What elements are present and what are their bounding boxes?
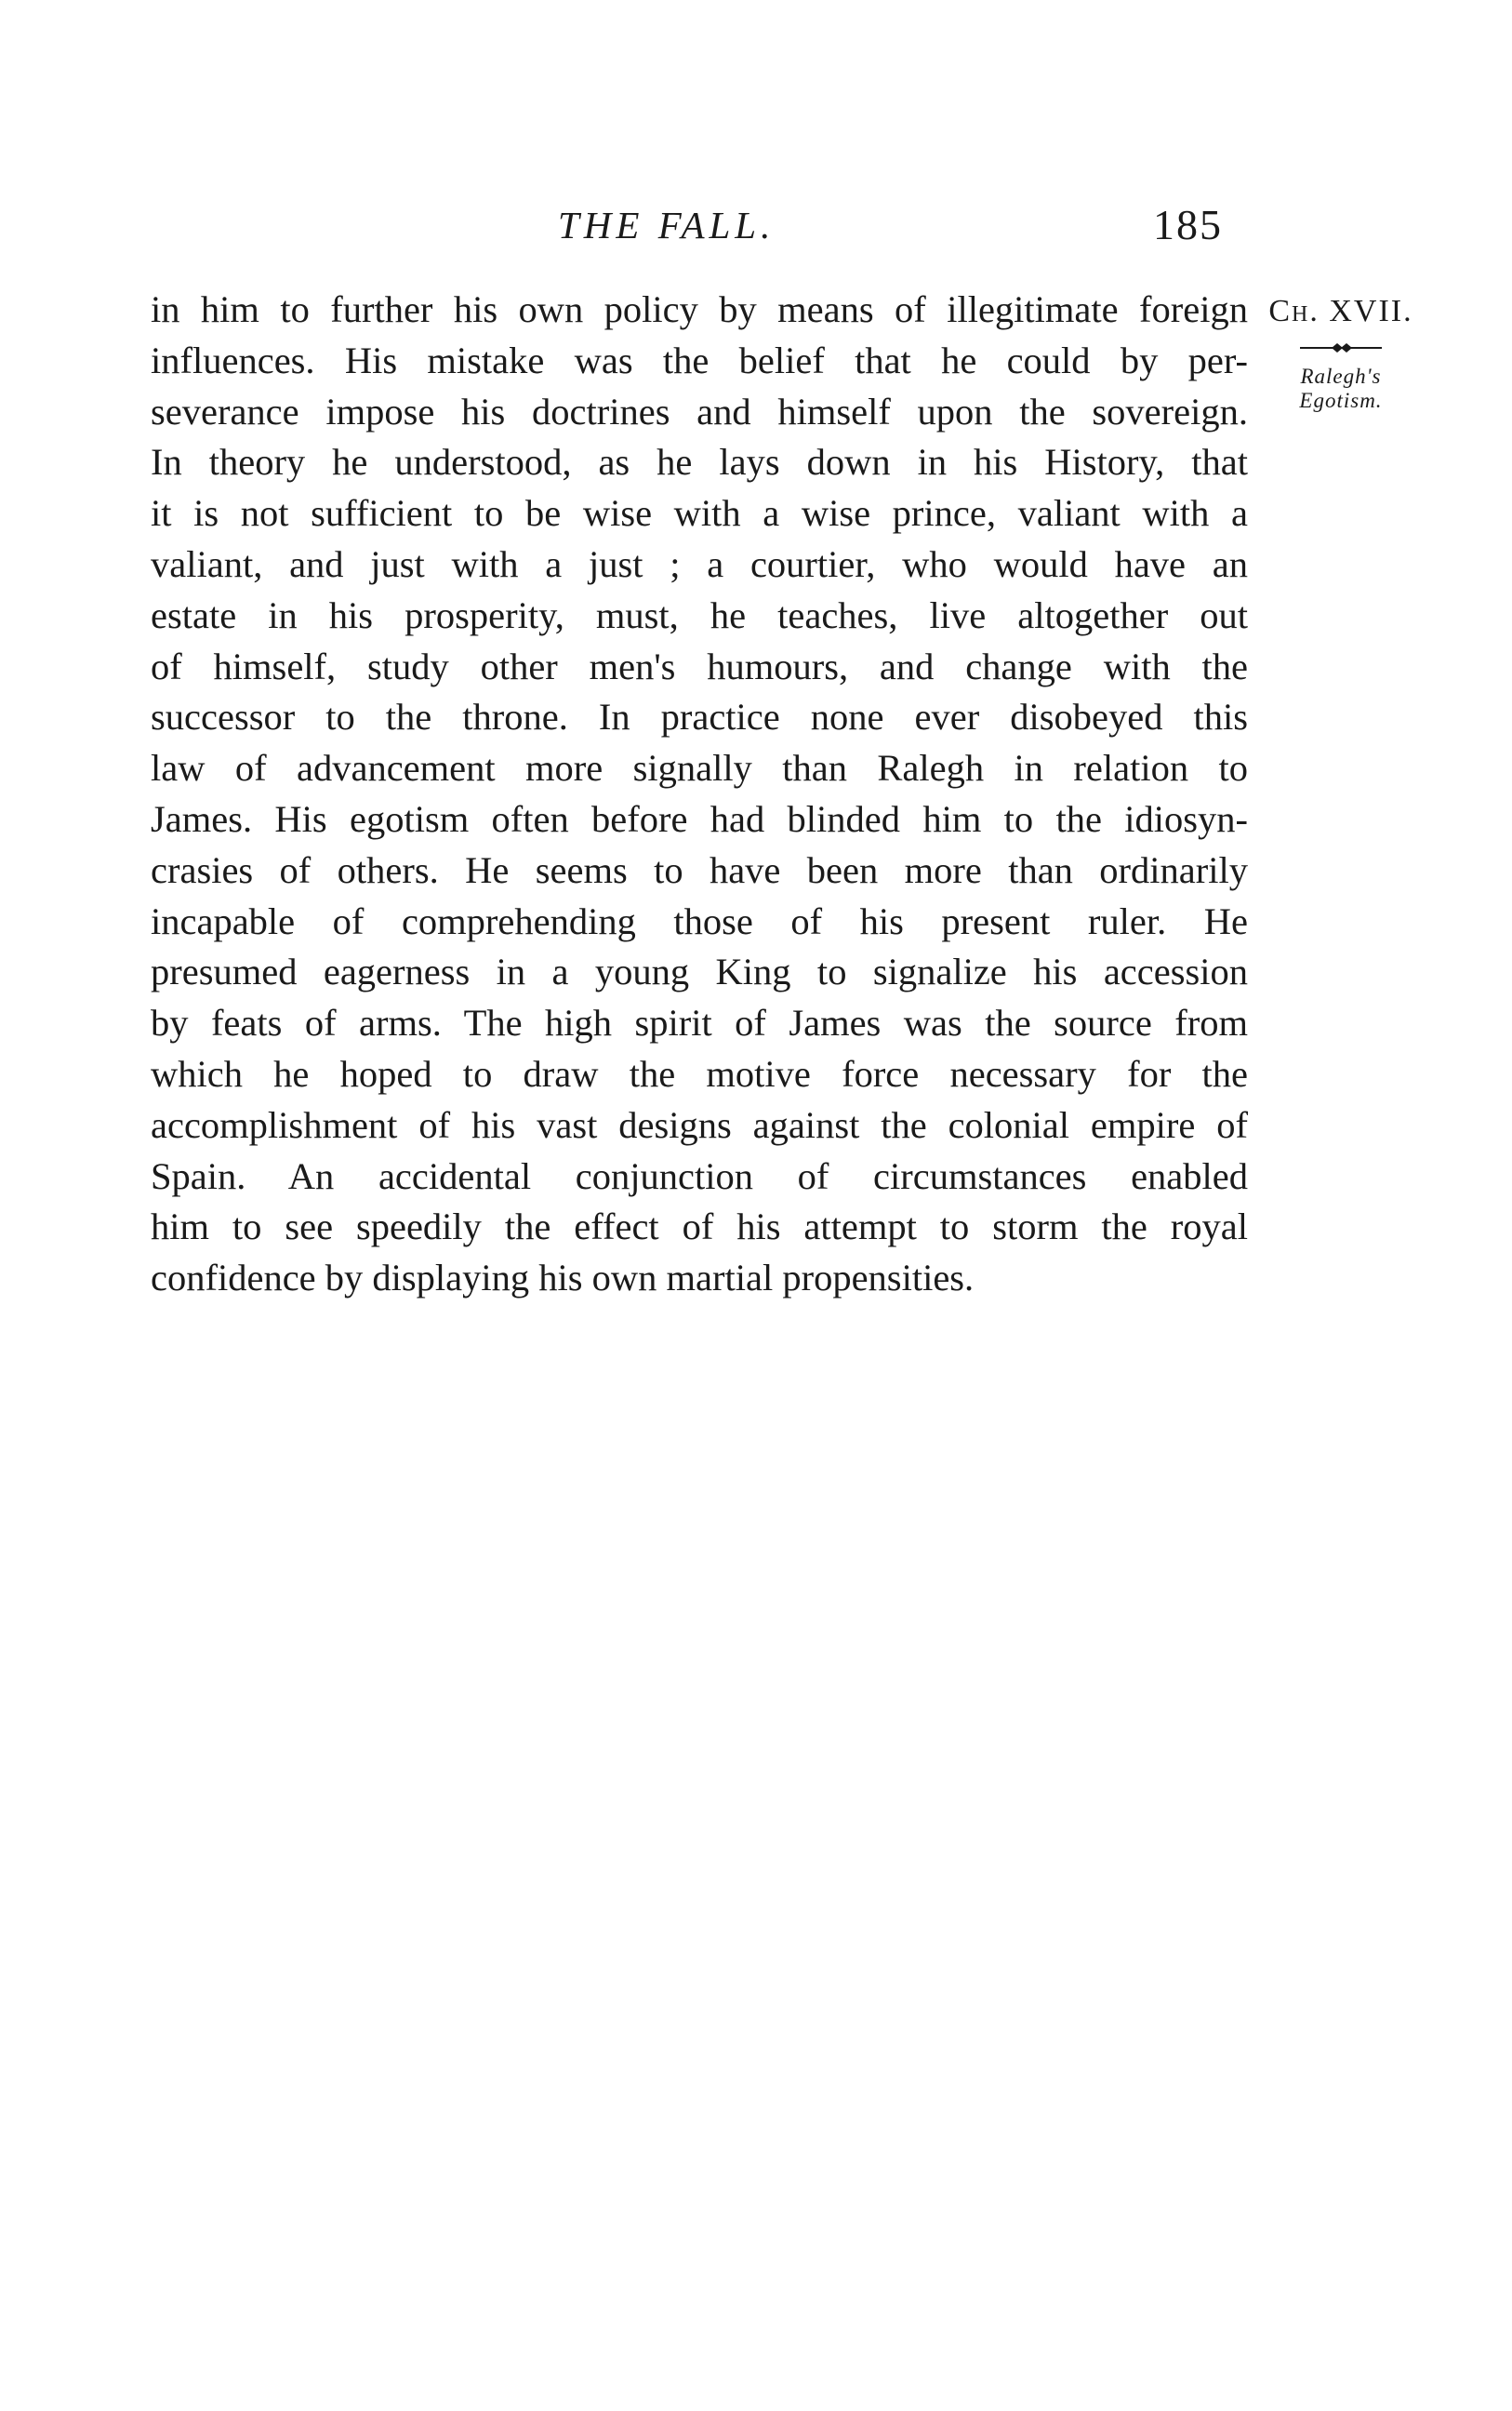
text-line: incapable of comprehending those of his present ruler. He: [151, 899, 1248, 942]
margin-notes: [1257, 288, 1425, 413]
sidenote-line: Ralegh's: [1300, 365, 1382, 388]
page-number: 185: [1153, 201, 1223, 248]
text-line: by feats of arms. The high spirit of James was the source from: [151, 1002, 1248, 1045]
text-line: In theory he understood, as he lays down in his History, that: [151, 441, 1248, 484]
text-line: successor to the throne. In practice none ever disobeyed this: [151, 696, 1248, 739]
text-line: estate in his prosperity, must, he teaches, live altogether out: [151, 593, 1248, 636]
running-title: THE FALL.: [558, 204, 776, 246]
text-line: Spain. An accidental conjunction of circumstances enabled: [151, 1154, 1248, 1197]
text-line: him to see speedily the effect of his attempt to storm the royal: [151, 1206, 1248, 1248]
text-line: valiant, and just with a just ; a courtier, who would have an: [151, 542, 1248, 585]
chapter-reference: Ch. XVII.: [1268, 294, 1413, 328]
text-line: in him to further his own policy by means of illegitimate foreign: [151, 288, 1248, 330]
sidenote-line: Egotism.: [1299, 389, 1383, 412]
ornamental-rule-icon: [1294, 339, 1387, 357]
text-line: confidence by displaying his own martial propensities.: [151, 1257, 975, 1299]
running-head: [0, 197, 1512, 253]
text-line: accomplishment of his vast designs against the colonial empire of: [151, 1103, 1248, 1146]
text-line: law of advancement more signally than Ralegh in relation to: [151, 747, 1248, 790]
text-line: presumed eagerness in a young King to signalize his accession: [151, 951, 1248, 993]
text-line: James. His egotism often before had blinded him to the idiosyn-: [151, 797, 1248, 840]
text-line: of himself, study other men's humours, and change with the: [151, 645, 1248, 687]
text-line: which he hoped to draw the motive force necessary for the: [151, 1052, 1248, 1095]
text-line: it is not sufficient to be wise with a wise prince, valiant with a: [151, 492, 1248, 535]
text-line: influences. His mistake was the belief that he could by per-: [151, 339, 1248, 381]
text-line: crasies of others. He seems to have been more than ordinarily: [151, 848, 1248, 891]
body-paragraph: [151, 285, 1248, 1304]
text-line: severance impose his doctrines and himself upon the sovereign.: [151, 390, 1248, 433]
